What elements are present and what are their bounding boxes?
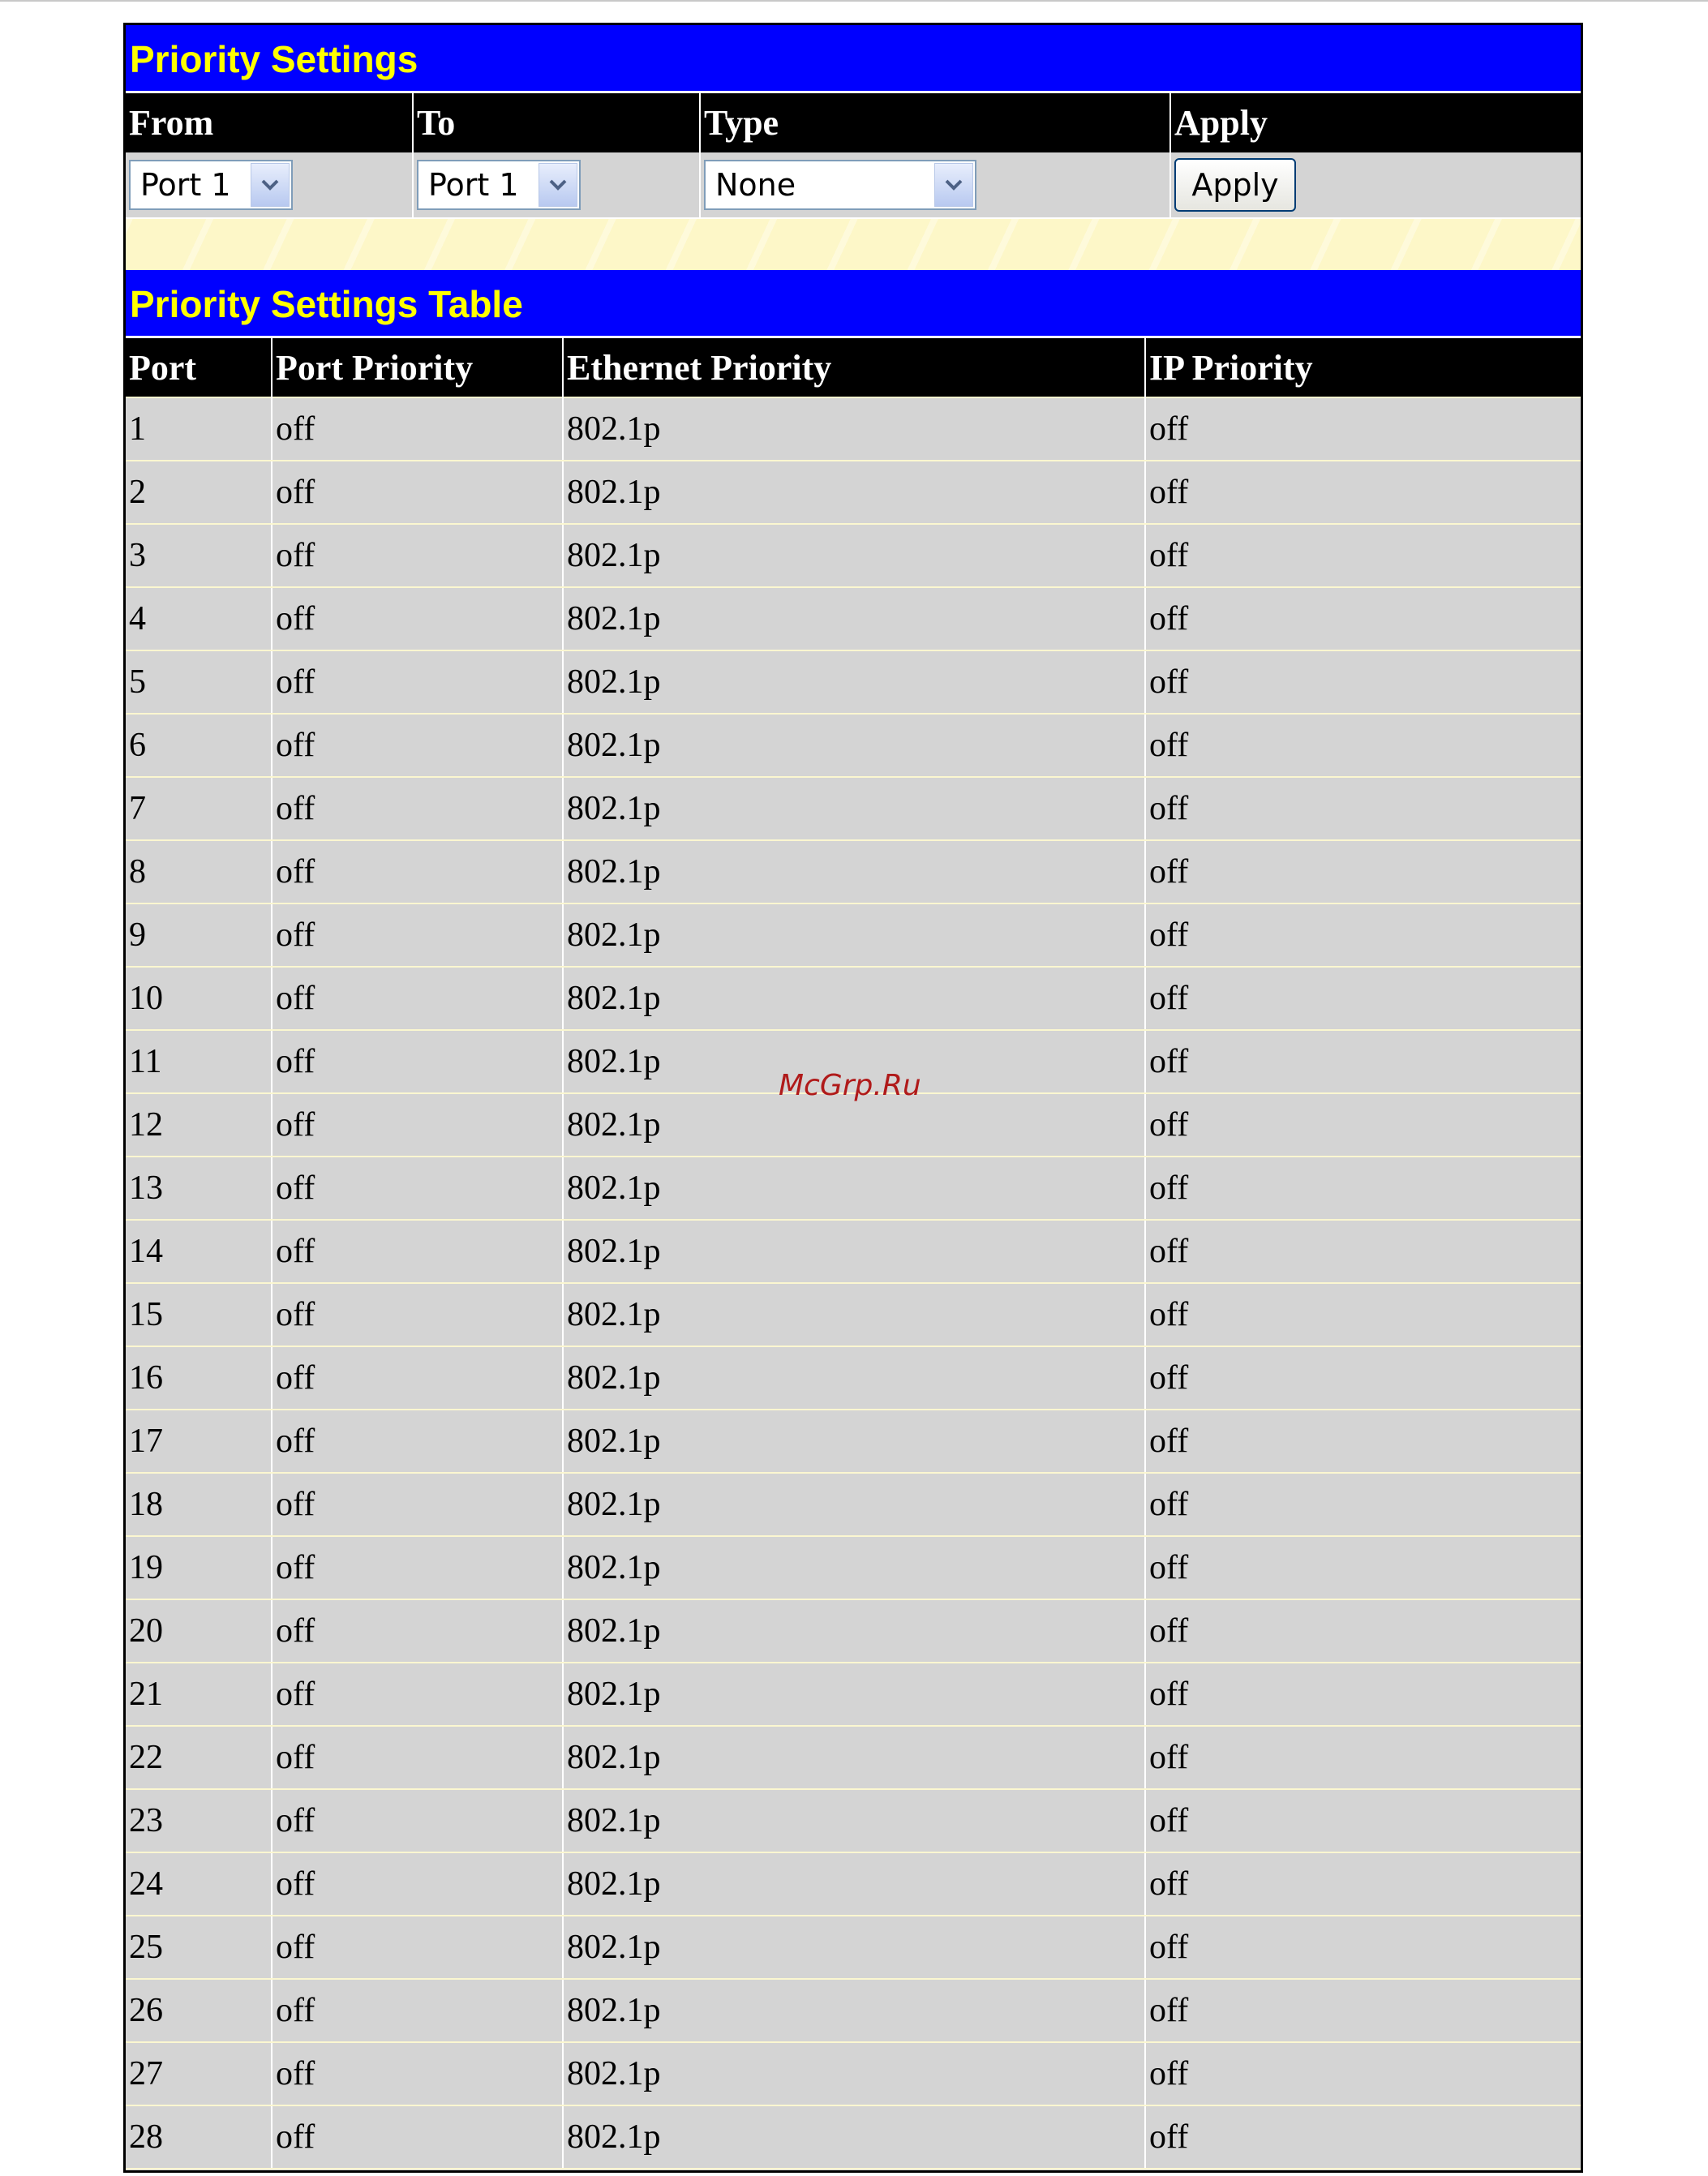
ip-priority-cell: off (1145, 1916, 1581, 1979)
port-cell: 6 (126, 714, 272, 777)
table-row (126, 1852, 1581, 1916)
ethernet-priority-cell: 802.1p (563, 1536, 1145, 1599)
port-cell: 24 (126, 1852, 272, 1916)
to-port-value: Port 1 (428, 167, 519, 203)
priority-settings-panel (123, 23, 1583, 2173)
port-priority-cell: off (272, 1536, 563, 1599)
ethernet-priority-cell: 802.1p (563, 1789, 1145, 1852)
priority-settings-table (126, 338, 1581, 2170)
ethernet-priority-cell: 802.1p (563, 1663, 1145, 1726)
port-cell: 14 (126, 1220, 272, 1283)
table-row (126, 1916, 1581, 1979)
ethernet-priority-cell: 802.1p (563, 1346, 1145, 1410)
ip-priority-cell: off (1145, 840, 1581, 903)
ip-priority-cell: off (1145, 1220, 1581, 1283)
ip-priority-cell: off (1145, 1346, 1581, 1410)
ip-priority-cell: off (1145, 967, 1581, 1030)
table-row (126, 1030, 1581, 1093)
table-row (126, 1157, 1581, 1220)
ethernet-priority-cell: 802.1p (563, 777, 1145, 840)
ip-priority-cell: off (1145, 777, 1581, 840)
port-priority-cell: off (272, 840, 563, 903)
port-cell: 2 (126, 461, 272, 524)
ethernet-priority-cell: 802.1p (563, 1283, 1145, 1346)
ethernet-priority-cell: 802.1p (563, 397, 1145, 461)
port-priority-cell: off (272, 1663, 563, 1726)
priority-settings-title: Priority Settings (126, 25, 1581, 93)
chevron-down-icon[interactable] (934, 163, 973, 207)
table-row (126, 714, 1581, 777)
from-cell (126, 152, 413, 217)
type-value: None (715, 167, 796, 203)
port-cell: 11 (126, 1030, 272, 1093)
type-column-header: Type (700, 93, 1170, 152)
ethernet-priority-cell: 802.1p (563, 1916, 1145, 1979)
ip-priority-cell: off (1145, 2105, 1581, 2169)
port-priority-cell: off (272, 1283, 563, 1346)
port-priority-cell: off (272, 903, 563, 967)
ip-priority-cell: off (1145, 587, 1581, 650)
ethernet-priority-cell: 802.1p (563, 1473, 1145, 1536)
port-priority-cell: off (272, 1030, 563, 1093)
table-row (126, 1220, 1581, 1283)
port-priority-cell: off (272, 777, 563, 840)
apply-button[interactable]: Apply (1174, 158, 1296, 212)
ip-priority-cell: off (1145, 461, 1581, 524)
to-column-header: To (413, 93, 700, 152)
table-row (126, 1473, 1581, 1536)
port-cell: 27 (126, 2042, 272, 2105)
ethernet-priority-cell: 802.1p (563, 1220, 1145, 1283)
ip-priority-cell: off (1145, 1663, 1581, 1726)
table-row (126, 1789, 1581, 1852)
ip-priority-cell: off (1145, 1410, 1581, 1473)
port-column-header: Port (126, 338, 272, 397)
table-row (126, 1283, 1581, 1346)
priority-settings-table-title: Priority Settings Table (126, 270, 1581, 338)
port-cell: 1 (126, 397, 272, 461)
port-cell: 20 (126, 1599, 272, 1663)
port-priority-cell: off (272, 524, 563, 587)
port-priority-cell: off (272, 1789, 563, 1852)
port-priority-cell: off (272, 1220, 563, 1283)
ethernet-priority-cell: 802.1p (563, 1979, 1145, 2042)
ip-priority-cell: off (1145, 1979, 1581, 2042)
ip-priority-cell: off (1145, 397, 1581, 461)
ethernet-priority-cell: 802.1p (563, 1410, 1145, 1473)
decorative-band (126, 217, 1581, 270)
watermark-text: McGrp.Ru (779, 1069, 921, 1102)
from-port-select[interactable] (129, 160, 293, 210)
port-priority-cell: off (272, 1852, 563, 1916)
port-priority-cell: off (272, 1410, 563, 1473)
port-priority-cell: off (272, 397, 563, 461)
ip-priority-cell: off (1145, 2042, 1581, 2105)
port-cell: 5 (126, 650, 272, 714)
table-row (126, 650, 1581, 714)
port-priority-cell: off (272, 2042, 563, 2105)
ethernet-priority-cell: 802.1p (563, 1157, 1145, 1220)
apply-column-header: Apply (1170, 93, 1581, 152)
ethernet-priority-cell: 802.1p (563, 1093, 1145, 1157)
top-divider (0, 0, 1708, 2)
ip-priority-cell: off (1145, 1536, 1581, 1599)
port-cell: 15 (126, 1283, 272, 1346)
port-priority-cell: off (272, 587, 563, 650)
port-priority-cell: off (272, 461, 563, 524)
table-row (126, 1599, 1581, 1663)
ethernet-priority-cell: 802.1p (563, 903, 1145, 967)
priority-table-body (126, 397, 1581, 2169)
table-row (126, 461, 1581, 524)
port-cell: 3 (126, 524, 272, 587)
ip-priority-cell: off (1145, 1726, 1581, 1789)
port-priority-cell: off (272, 1916, 563, 1979)
table-row (126, 524, 1581, 587)
ethernet-priority-cell: 802.1p (563, 1030, 1145, 1093)
port-cell: 16 (126, 1346, 272, 1410)
ethernet-priority-cell: 802.1p (563, 1599, 1145, 1663)
priority-settings-form (126, 93, 1581, 217)
ethernet-priority-cell: 802.1p (563, 650, 1145, 714)
table-row (126, 1726, 1581, 1789)
ethernet-priority-cell: 802.1p (563, 967, 1145, 1030)
ip-priority-cell: off (1145, 1093, 1581, 1157)
port-priority-cell: off (272, 714, 563, 777)
ip-priority-column-header: IP Priority (1145, 338, 1581, 397)
table-row (126, 1093, 1581, 1157)
type-select[interactable] (704, 160, 976, 210)
ethernet-priority-cell: 802.1p (563, 2042, 1145, 2105)
port-cell: 25 (126, 1916, 272, 1979)
ip-priority-cell: off (1145, 650, 1581, 714)
port-cell: 8 (126, 840, 272, 903)
ip-priority-cell: off (1145, 524, 1581, 587)
chevron-down-icon[interactable] (251, 163, 290, 207)
ethernet-priority-cell: 802.1p (563, 524, 1145, 587)
port-priority-cell: off (272, 2105, 563, 2169)
ip-priority-cell: off (1145, 1283, 1581, 1346)
port-cell: 10 (126, 967, 272, 1030)
port-priority-column-header: Port Priority (272, 338, 563, 397)
ip-priority-cell: off (1145, 1789, 1581, 1852)
port-cell: 28 (126, 2105, 272, 2169)
ip-priority-cell: off (1145, 1157, 1581, 1220)
ip-priority-cell: off (1145, 1473, 1581, 1536)
port-cell: 4 (126, 587, 272, 650)
port-priority-cell: off (272, 1346, 563, 1410)
ethernet-priority-cell: 802.1p (563, 461, 1145, 524)
table-row (126, 967, 1581, 1030)
table-row (126, 587, 1581, 650)
table-row (126, 2042, 1581, 2105)
port-priority-cell: off (272, 1979, 563, 2042)
table-row (126, 777, 1581, 840)
port-cell: 19 (126, 1536, 272, 1599)
port-priority-cell: off (272, 967, 563, 1030)
table-row (126, 2105, 1581, 2169)
ip-priority-cell: off (1145, 1030, 1581, 1093)
port-priority-cell: off (272, 1473, 563, 1536)
table-row (126, 1979, 1581, 2042)
port-cell: 18 (126, 1473, 272, 1536)
table-row (126, 1536, 1581, 1599)
to-cell (413, 152, 700, 217)
ethernet-priority-cell: 802.1p (563, 1852, 1145, 1916)
port-cell: 12 (126, 1093, 272, 1157)
from-column-header: From (126, 93, 413, 152)
type-cell (700, 152, 1170, 217)
ethernet-priority-cell: 802.1p (563, 840, 1145, 903)
port-cell: 17 (126, 1410, 272, 1473)
port-cell: 13 (126, 1157, 272, 1220)
port-cell: 22 (126, 1726, 272, 1789)
to-port-select[interactable] (417, 160, 581, 210)
ip-priority-cell: off (1145, 903, 1581, 967)
table-row (126, 1410, 1581, 1473)
table-row (126, 1663, 1581, 1726)
ethernet-priority-cell: 802.1p (563, 1726, 1145, 1789)
ethernet-priority-cell: 802.1p (563, 2105, 1145, 2169)
ethernet-priority-cell: 802.1p (563, 714, 1145, 777)
port-priority-cell: off (272, 1726, 563, 1789)
port-priority-cell: off (272, 1599, 563, 1663)
port-cell: 9 (126, 903, 272, 967)
port-cell: 26 (126, 1979, 272, 2042)
port-cell: 23 (126, 1789, 272, 1852)
table-row (126, 1346, 1581, 1410)
port-priority-cell: off (272, 650, 563, 714)
apply-cell (1170, 152, 1581, 217)
ip-priority-cell: off (1145, 1599, 1581, 1663)
table-row (126, 903, 1581, 967)
ethernet-priority-column-header: Ethernet Priority (563, 338, 1145, 397)
from-port-value: Port 1 (140, 167, 231, 203)
ip-priority-cell: off (1145, 714, 1581, 777)
port-cell: 7 (126, 777, 272, 840)
port-priority-cell: off (272, 1157, 563, 1220)
port-priority-cell: off (272, 1093, 563, 1157)
table-row (126, 840, 1581, 903)
table-row (126, 397, 1581, 461)
chevron-down-icon[interactable] (539, 163, 577, 207)
port-cell: 21 (126, 1663, 272, 1726)
ethernet-priority-cell: 802.1p (563, 587, 1145, 650)
ip-priority-cell: off (1145, 1852, 1581, 1916)
